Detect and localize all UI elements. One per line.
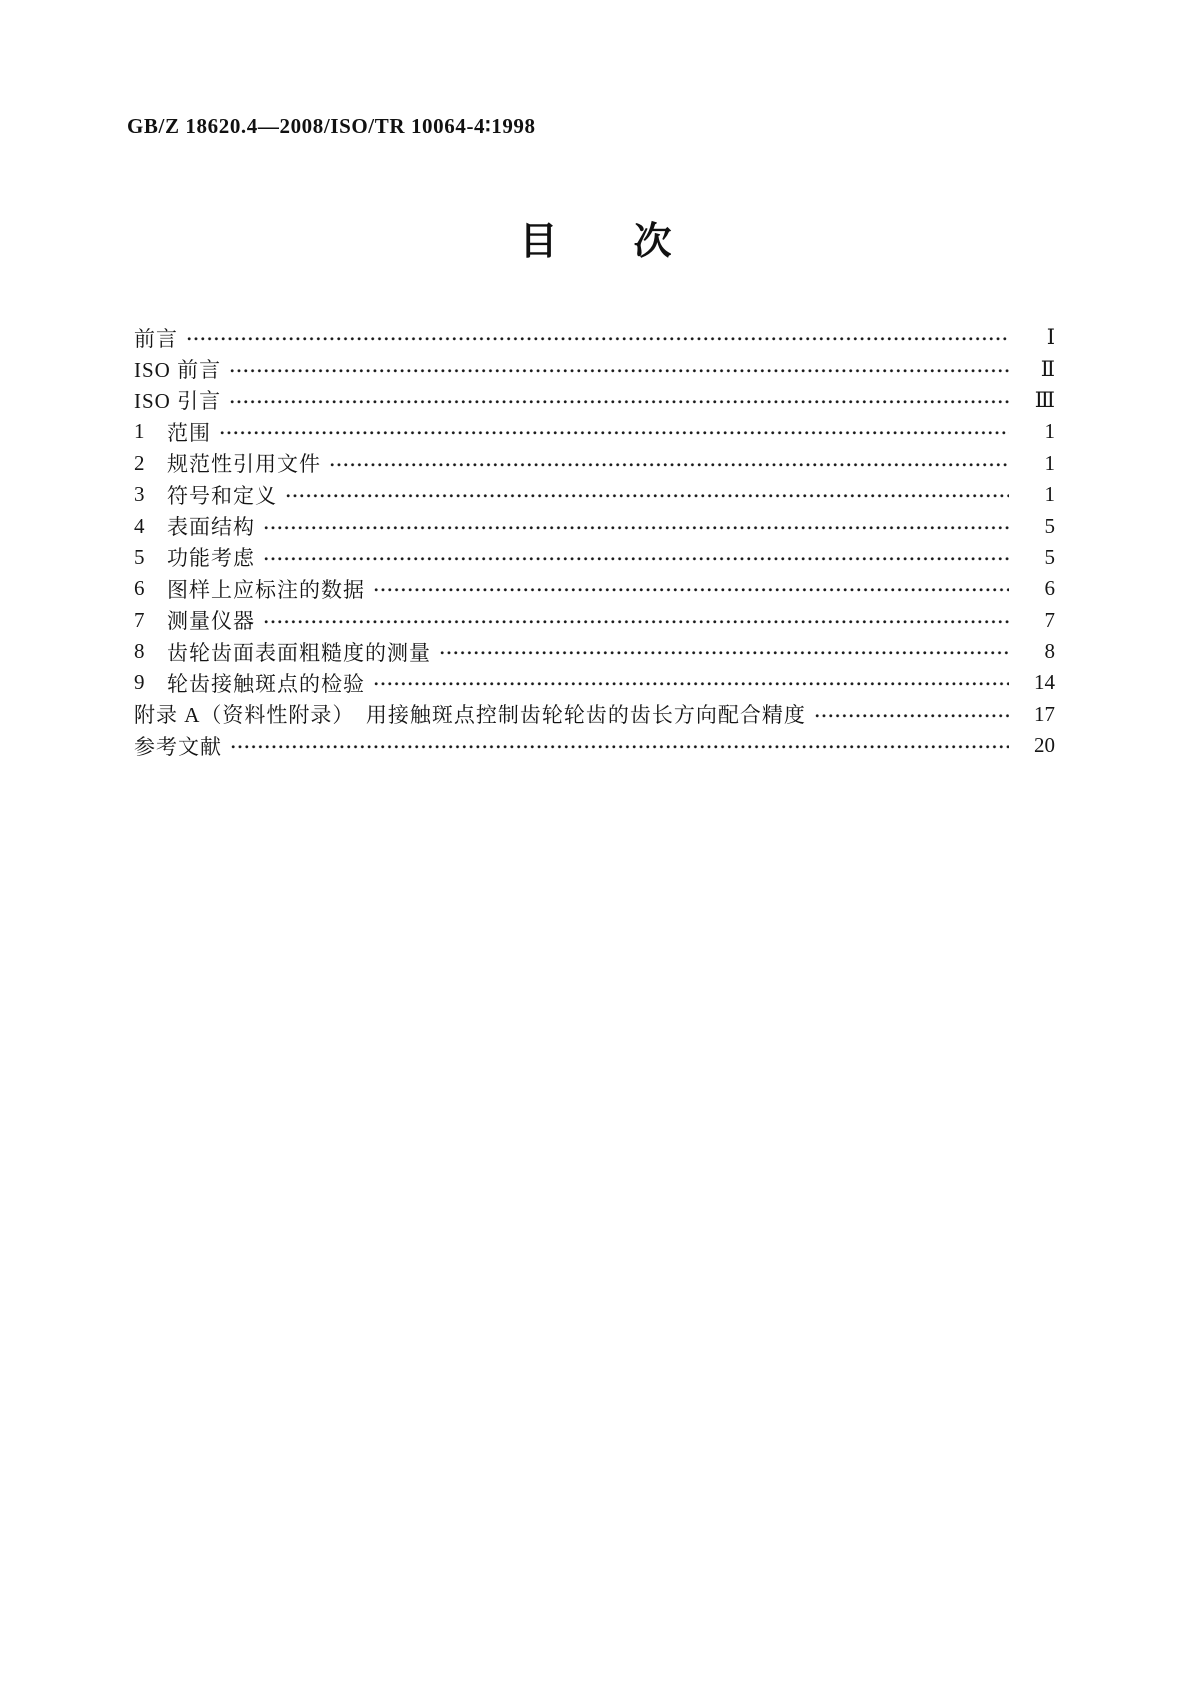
- toc-entry-number: 6: [134, 576, 145, 601]
- toc-entry: [134, 385, 1055, 416]
- toc-entry: [134, 730, 1055, 761]
- toc-entry: [134, 448, 1055, 479]
- toc-entry-page: 8: [1044, 639, 1055, 664]
- toc-entry-page: 17: [1034, 701, 1055, 726]
- toc-entry-label: 参考文献: [134, 734, 222, 759]
- toc-entry: [134, 416, 1055, 447]
- toc-leader-dots: [220, 429, 1009, 437]
- toc-entry-label: 齿轮齿面表面粗糙度的测量: [167, 640, 431, 665]
- toc-leader-dots: [374, 586, 1009, 594]
- toc-entry-label: 测量仪器: [167, 609, 255, 634]
- toc-entry-page: Ⅰ: [1046, 325, 1055, 350]
- toc-entry-page: Ⅱ: [1040, 356, 1055, 381]
- toc-leader-dots: [264, 524, 1009, 532]
- toc-entry-number: 9: [134, 670, 145, 695]
- toc-leader-dots: [815, 712, 1009, 720]
- toc-leader-dots: [330, 461, 1009, 469]
- toc-entry-page: 20: [1034, 733, 1055, 758]
- toc-leader-dots: [264, 555, 1009, 563]
- toc-entry-label: 轮齿接触斑点的检验: [167, 671, 365, 696]
- toc-entry-page: 1: [1044, 482, 1055, 507]
- toc-leader-dots: [230, 367, 1009, 375]
- toc-leader-dots: [286, 492, 1009, 500]
- toc-entry-label: 规范性引用文件: [167, 452, 321, 477]
- toc-entry: [134, 542, 1055, 573]
- toc-entry-page: 1: [1044, 419, 1055, 444]
- toc-entry: [134, 322, 1055, 353]
- toc-entry-page: 7: [1044, 607, 1055, 632]
- toc-entry-label: ISO 引言: [134, 389, 222, 414]
- toc-entry-label: 范围: [167, 420, 211, 445]
- toc-entry-number: 1: [134, 419, 145, 444]
- toc-entry-page: 5: [1044, 544, 1055, 569]
- toc-leader-dots: [187, 335, 1009, 343]
- toc-leader-dots: [264, 618, 1009, 626]
- toc-entry-label: 图样上应标注的数据: [167, 577, 365, 602]
- toc-entry-label: 附录 A（资料性附录） 用接触斑点控制齿轮轮齿的齿长方向配合精度: [134, 703, 806, 728]
- toc-entry: [134, 699, 1055, 730]
- toc-entry-number: 4: [134, 513, 145, 538]
- page-title: 目次: [519, 221, 748, 263]
- toc-entry: [134, 605, 1055, 636]
- toc-entry: [134, 667, 1055, 698]
- toc-entry: [134, 573, 1055, 604]
- toc-entry-number: 8: [134, 639, 145, 664]
- toc-entry: [134, 510, 1055, 541]
- toc-entry-number: 5: [134, 544, 145, 569]
- toc-entry-label: 功能考虑: [167, 546, 255, 571]
- toc-entry-number: 3: [134, 482, 145, 507]
- toc-entry: [134, 353, 1055, 384]
- toc-leader-dots: [230, 398, 1009, 406]
- toc-leader-dots: [374, 680, 1009, 688]
- toc-entry-label: 表面结构: [167, 515, 255, 540]
- toc-entry-label: 前言: [134, 326, 178, 351]
- toc-entry-page: Ⅲ: [1034, 387, 1055, 412]
- toc-entry: [134, 636, 1055, 667]
- standard-number-header: GB/Z 18620.4—2008/ISO/TR 10064-4∶1998: [127, 114, 536, 138]
- toc-list: [134, 322, 1055, 761]
- toc-leader-dots: [440, 649, 1009, 657]
- toc-entry: [134, 479, 1055, 510]
- toc-entry-label: 符号和定义: [167, 483, 277, 508]
- toc-entry-label: ISO 前言: [134, 358, 222, 383]
- toc-entry-number: 2: [134, 450, 145, 475]
- toc-entry-number: 7: [134, 607, 145, 632]
- toc-entry-page: 14: [1034, 670, 1055, 695]
- toc-leader-dots: [231, 743, 1009, 751]
- toc-entry-page: 1: [1044, 450, 1055, 475]
- toc-entry-page: 6: [1044, 576, 1055, 601]
- toc-entry-page: 5: [1044, 513, 1055, 538]
